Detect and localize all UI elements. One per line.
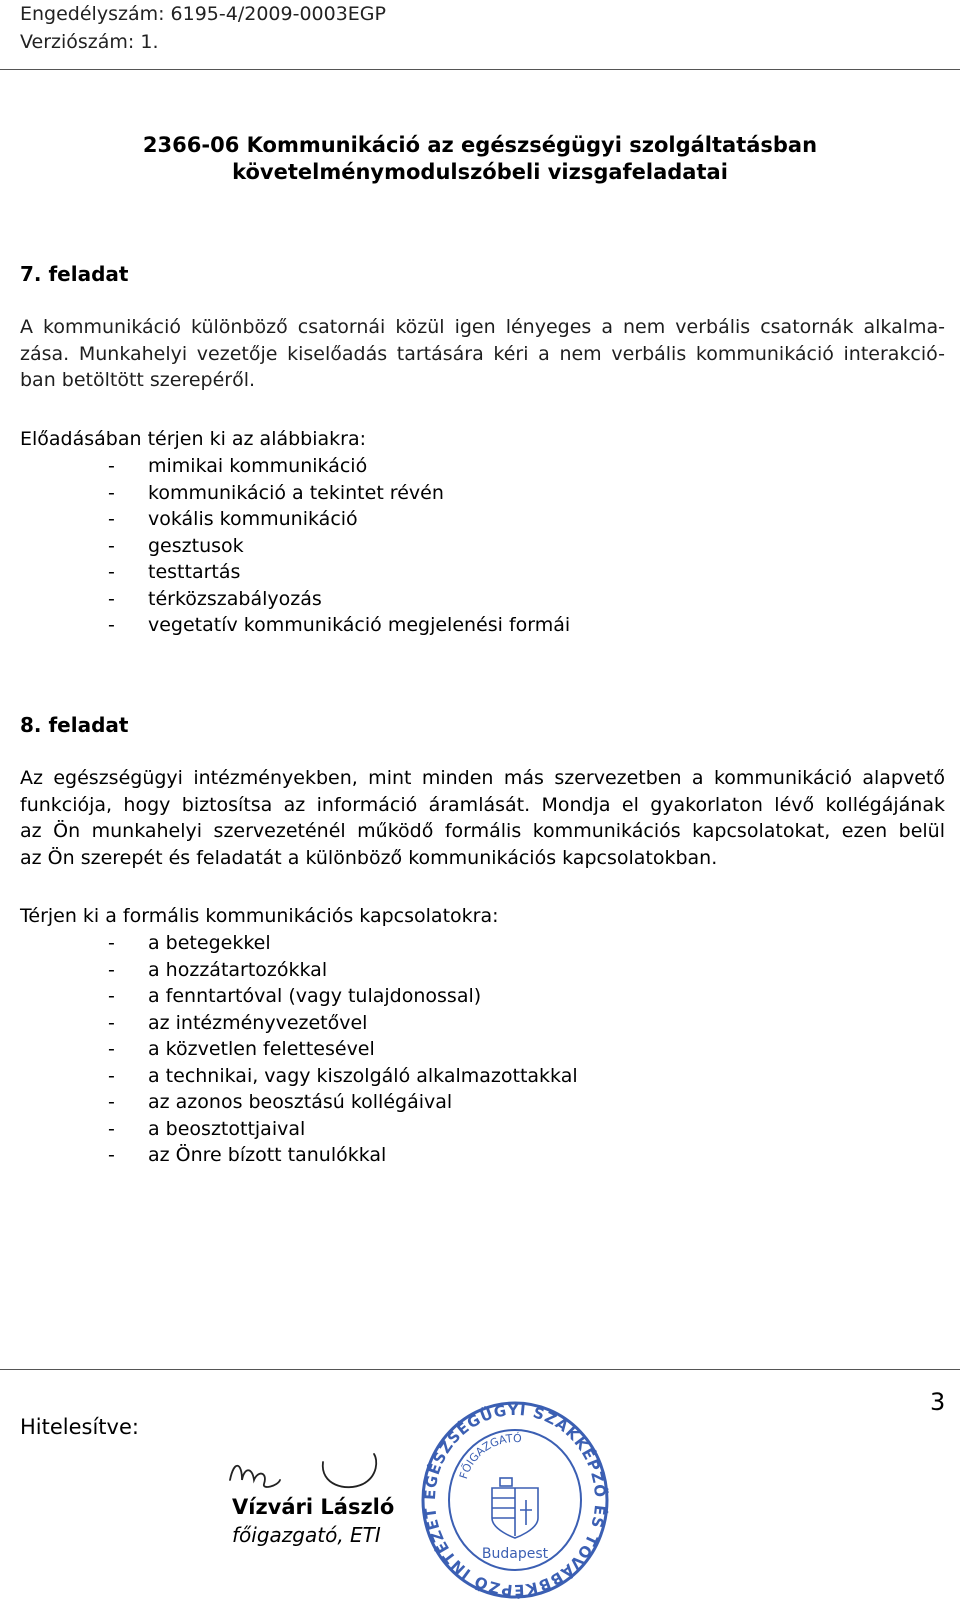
list-item-text: vegetatív kommunikáció megjelenési formái	[148, 614, 571, 636]
list-item: - az azonos beosztású kollégáival	[108, 1091, 453, 1113]
list-item-text: a fenntartóval (vagy tulajdonossal)	[148, 985, 482, 1007]
signer-role: főigazgató, ETI	[232, 1523, 381, 1547]
list-item: - az intézményvezetővel	[108, 1011, 368, 1034]
task8-paragraph	[20, 765, 945, 871]
task8-paragraph-line: az Ön szerepét és feladatát a különböző kommunikációs kapcsolatokban.	[20, 846, 718, 869]
task7-paragraph-line: ban betöltött szerepéről.	[20, 369, 256, 391]
task8-paragraph-line: Az egészségügyi intézményekben, mint minden más szervezetben a kommunikáció alapvető	[20, 767, 945, 789]
license-number: Engedélyszám: 6195-4/2009-0003EGP	[20, 3, 386, 25]
seal-city: Budapest	[481, 1546, 549, 1562]
list-item-text: térközszabályozás	[148, 587, 322, 610]
document-title-line2: követelménymodulszóbeli vizsgafeladatai	[232, 160, 728, 184]
list-item-text: az azonos beosztású kollégáival	[148, 1091, 453, 1113]
task8-heading: 8. feladat	[20, 713, 129, 737]
list-item-text: testtartás	[148, 561, 241, 583]
list-item-text: kommunikáció a tekintet révén	[148, 481, 444, 504]
list-item-text: vokális kommunikáció	[148, 508, 358, 530]
list-item-text: a betegekkel	[148, 932, 271, 954]
coat-of-arms-icon	[492, 1478, 538, 1538]
list-item-text: a technikai, vagy kiszolgáló alkalmazottakkal	[148, 1064, 578, 1087]
list-item: - a beosztottjaival	[108, 1117, 306, 1140]
official-seal	[420, 1400, 610, 1600]
list-item: - mimikai kommunikáció	[108, 455, 368, 477]
svg-text:FŐIGAZGATÓ	[457, 1432, 522, 1481]
list-item: - gesztusok	[108, 534, 244, 557]
list-item-text: a beosztottjaival	[148, 1117, 306, 1140]
task8-intro: Térjen ki a formális kommunikációs kapcsolatokra:	[20, 905, 499, 927]
task7-paragraph-line: zása. Munkahelyi vezetője kiselőadás tartására kéri a nem verbális kommunikáció interakció-	[20, 342, 945, 365]
handwritten-signature	[228, 1440, 398, 1500]
authenticated-label: Hitelesítve:	[20, 1415, 139, 1439]
list-item-text: gesztusok	[148, 534, 244, 557]
list-item: - az Önre bízott tanulókkal	[108, 1144, 387, 1166]
list-item: - a betegekkel	[108, 932, 271, 954]
list-item: - térközszabályozás	[108, 587, 322, 610]
list-item: - testtartás	[108, 561, 241, 583]
header-divider	[0, 69, 960, 70]
list-item-text: mimikai kommunikáció	[148, 455, 368, 477]
signer-name: Vízvári László	[232, 1495, 395, 1519]
document-title-line1: 2366-06 Kommunikáció az egészségügyi szolgáltatásban	[142, 133, 818, 157]
list-item: - a fenntartóval (vagy tulajdonossal)	[108, 985, 482, 1007]
task7-paragraph	[20, 314, 945, 394]
version-number: Verziószám: 1.	[20, 31, 159, 53]
seal-inner-text: FŐIGAZGATÓ	[456, 1431, 523, 1481]
list-item: - a hozzátartozókkal	[108, 958, 328, 981]
task8-paragraph-line: funkciója, hogy biztosítsa az információ áramlását. Mondja el gyakorlaton lévő kollégájának	[20, 793, 945, 816]
list-item: - vegetatív kommunikáció megjelenési formái	[108, 614, 571, 636]
seal-text: EGÉSZSÉGÜGYI SZAKKÉPZŐ ÉS TOVÁBBKÉPZŐ INTÉZET	[420, 1400, 610, 1600]
list-item-text: a hozzátartozókkal	[148, 958, 328, 981]
footer-divider	[0, 1369, 960, 1370]
list-item-text: az intézményvezetővel	[148, 1011, 368, 1034]
list-item: - a technikai, vagy kiszolgáló alkalmazottakkal	[108, 1064, 578, 1087]
task7-paragraph-line: A kommunikáció különböző csatornái közül igen lényeges a nem verbális csatornák alkalma-	[20, 316, 945, 338]
list-item: - kommunikáció a tekintet révén	[108, 481, 444, 504]
task7-intro: Előadásában térjen ki az alábbiakra:	[20, 428, 367, 450]
list-item-text: az Önre bízott tanulókkal	[148, 1144, 387, 1166]
page-number: 3	[930, 1388, 946, 1416]
list-item: - a közvetlen felettesével	[108, 1038, 375, 1060]
list-item-text: a közvetlen felettesével	[148, 1038, 375, 1060]
list-item: - vokális kommunikáció	[108, 508, 358, 530]
task8-list	[108, 930, 578, 1169]
task8-paragraph-line: az Ön munkahelyi szervezeténél működő formális kommunikációs kapcsolatokat, ezen belül	[20, 820, 945, 842]
task7-list	[108, 453, 570, 639]
task7-heading: 7. feladat	[20, 262, 129, 286]
